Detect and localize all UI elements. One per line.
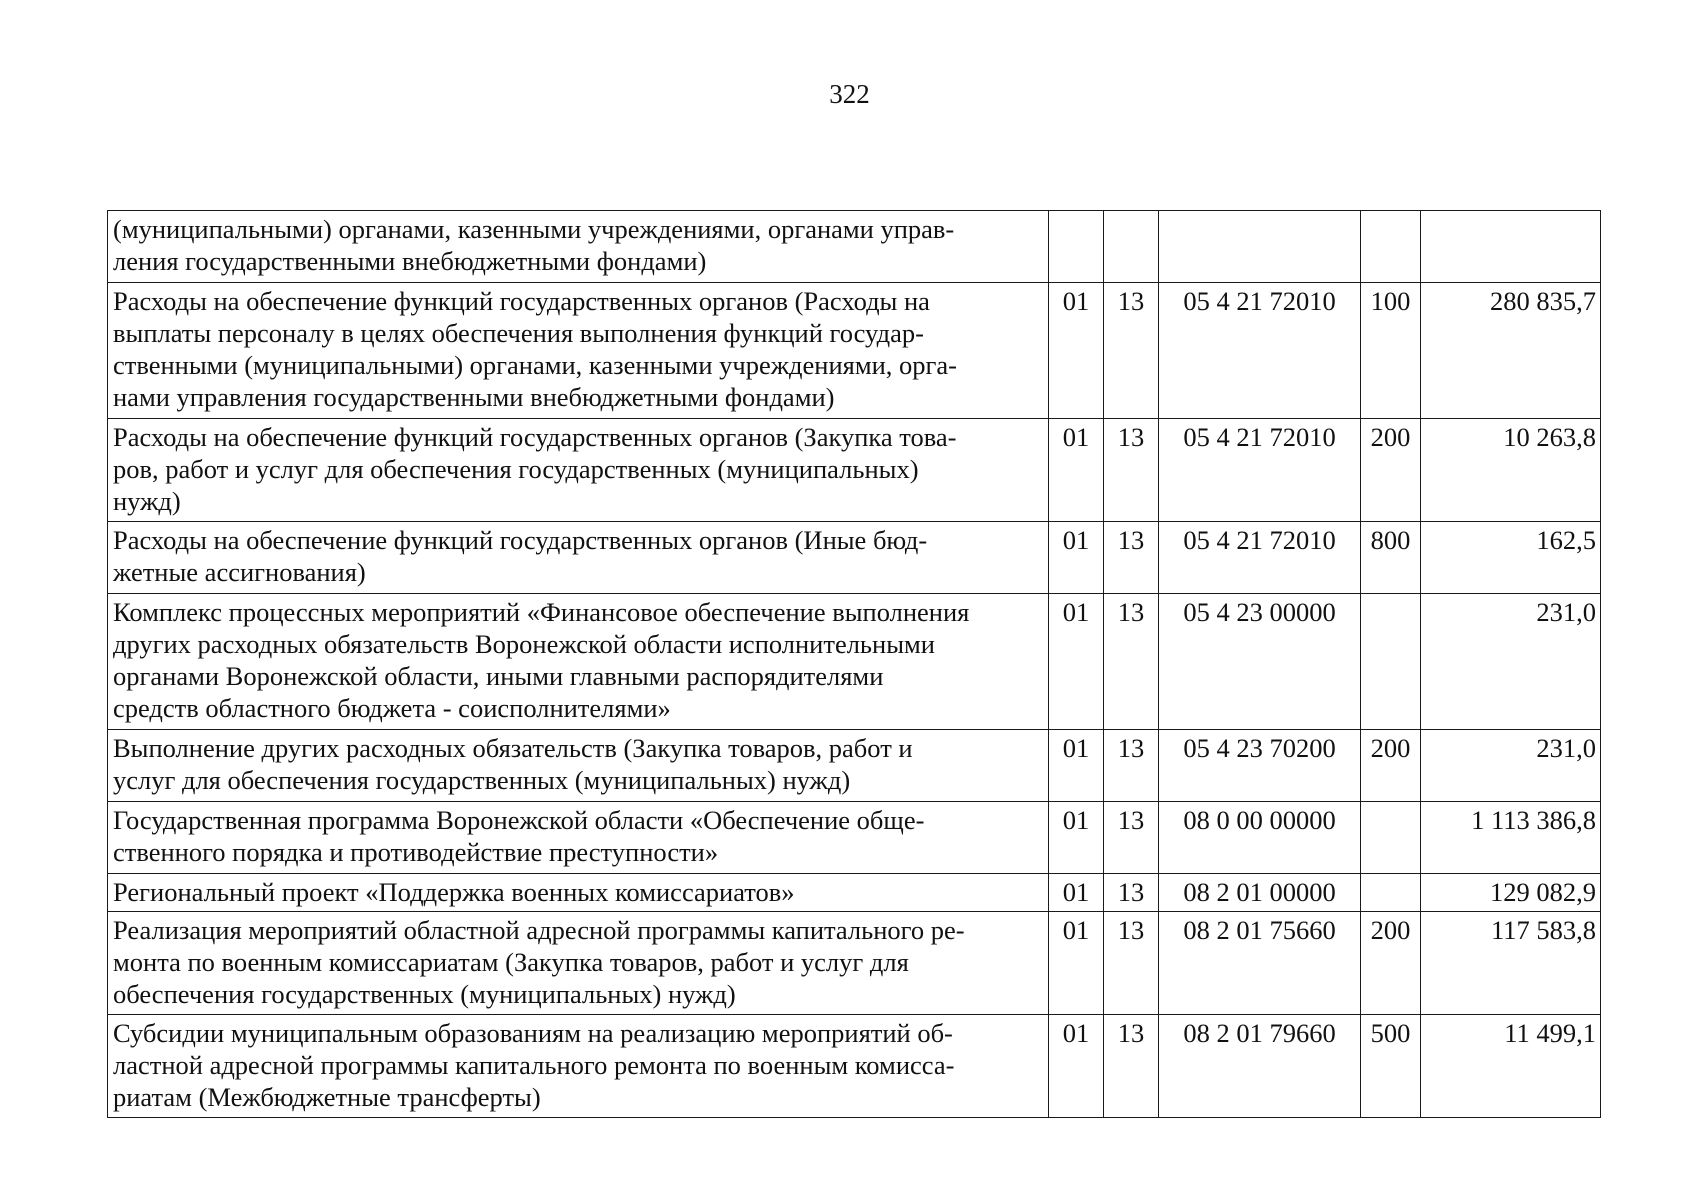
- table-row: [108, 283, 1601, 419]
- section-code: 01: [1049, 912, 1104, 1015]
- description-line: Выполнение других расходных обязательств (Закупка товаров, работ и: [113, 733, 913, 763]
- amount: 280 835,7: [1421, 283, 1601, 419]
- amount: 10 263,8: [1421, 419, 1601, 522]
- table-row: [108, 1015, 1601, 1118]
- table-row: [108, 419, 1601, 522]
- row-description: [108, 730, 1049, 802]
- target-item-code: 05 4 21 72010: [1159, 419, 1361, 522]
- row-description: [108, 912, 1049, 1015]
- subsection-code: 13: [1104, 1015, 1159, 1118]
- section-code: 01: [1049, 419, 1104, 522]
- description-line: нужд): [113, 486, 181, 516]
- row-description: [108, 283, 1049, 419]
- budget-table: [107, 210, 1601, 1118]
- subsection-code: 13: [1104, 874, 1159, 912]
- subsection-code: 13: [1104, 419, 1159, 522]
- table-row: [108, 912, 1601, 1015]
- amount: 1 113 386,8: [1421, 802, 1601, 874]
- description-line: ластной адресной программы капитального ремонта по военным комисса-: [113, 1050, 955, 1080]
- section-code: [1049, 211, 1104, 283]
- description-line: ственными (муниципальными) органами, казенными учреждениями, орга-: [113, 350, 957, 380]
- description-line: Региональный проект «Поддержка военных комиссариатов»: [113, 877, 795, 907]
- description-line: нами управления государственными внебюджетными фондами): [113, 382, 835, 412]
- amount: 129 082,9: [1421, 874, 1601, 912]
- expense-type-code: [1361, 211, 1421, 283]
- target-item-code: 05 4 21 72010: [1159, 283, 1361, 419]
- target-item-code: [1159, 211, 1361, 283]
- amount: 231,0: [1421, 594, 1601, 730]
- description-line: услуг для обеспечения государственных (муниципальных) нужд): [113, 765, 851, 795]
- description-line: других расходных обязательств Воронежской области исполнительными: [113, 629, 935, 659]
- section-code: 01: [1049, 283, 1104, 419]
- amount: 231,0: [1421, 730, 1601, 802]
- page-number: 322: [829, 79, 870, 109]
- description-line: выплаты персоналу в целях обеспечения выполнения функций государ-: [113, 318, 924, 348]
- table-row: [108, 594, 1601, 730]
- subsection-code: 13: [1104, 802, 1159, 874]
- expense-type-code: [1361, 874, 1421, 912]
- target-item-code: 05 4 21 72010: [1159, 522, 1361, 594]
- subsection-code: 13: [1104, 594, 1159, 730]
- section-code: 01: [1049, 874, 1104, 912]
- expense-type-code: 100: [1361, 283, 1421, 419]
- section-code: 01: [1049, 1015, 1104, 1118]
- description-line: Реализация мероприятий областной адресной программы капитального ре-: [113, 915, 965, 945]
- target-item-code: 08 2 01 75660: [1159, 912, 1361, 1015]
- description-line: монта по военным комиссариатам (Закупка товаров, работ и услуг для: [113, 947, 909, 977]
- subsection-code: 13: [1104, 912, 1159, 1015]
- description-line: ления государственными внебюджетными фондами): [113, 246, 707, 276]
- expense-type-code: 200: [1361, 419, 1421, 522]
- amount: 117 583,8: [1421, 912, 1601, 1015]
- target-item-code: 08 2 01 00000: [1159, 874, 1361, 912]
- subsection-code: [1104, 211, 1159, 283]
- expense-type-code: 500: [1361, 1015, 1421, 1118]
- row-description: [108, 1015, 1049, 1118]
- row-description: [108, 419, 1049, 522]
- description-line: Комплекс процессных мероприятий «Финансовое обеспечение выполнения: [113, 597, 970, 627]
- expense-type-code: 200: [1361, 730, 1421, 802]
- table-row: [108, 730, 1601, 802]
- description-line: ственного порядка и противодействие преступности»: [113, 837, 719, 867]
- table-row: [108, 522, 1601, 594]
- target-item-code: 05 4 23 00000: [1159, 594, 1361, 730]
- row-description: [108, 594, 1049, 730]
- description-line: жетные ассигнования): [113, 557, 366, 587]
- row-description: [108, 522, 1049, 594]
- table-row: [108, 874, 1601, 912]
- table-row: [108, 211, 1601, 283]
- section-code: 01: [1049, 594, 1104, 730]
- description-line: органами Воронежской области, иными главными распорядителями: [113, 661, 884, 691]
- description-line: Государственная программа Воронежской области «Обеспечение обще-: [113, 805, 925, 835]
- description-line: риатам (Межбюджетные трансферты): [113, 1082, 541, 1112]
- expense-type-code: 200: [1361, 912, 1421, 1015]
- description-line: Субсидии муниципальным образованиям на реализацию мероприятий об-: [113, 1018, 953, 1048]
- description-line: Расходы на обеспечение функций государственных органов (Закупка това-: [113, 422, 957, 452]
- target-item-code: 08 0 00 00000: [1159, 802, 1361, 874]
- amount: 11 499,1: [1421, 1015, 1601, 1118]
- expense-type-code: [1361, 594, 1421, 730]
- amount: [1421, 211, 1601, 283]
- description-line: (муниципальными) органами, казенными учреждениями, органами управ-: [113, 214, 955, 244]
- description-line: ров, работ и услуг для обеспечения государственных (муниципальных): [113, 454, 919, 484]
- subsection-code: 13: [1104, 522, 1159, 594]
- row-description: [108, 802, 1049, 874]
- description-line: средств областного бюджета - соисполнителями»: [113, 693, 671, 723]
- row-description: [108, 874, 1049, 912]
- section-code: 01: [1049, 730, 1104, 802]
- amount: 162,5: [1421, 522, 1601, 594]
- row-description: [108, 211, 1049, 283]
- section-code: 01: [1049, 522, 1104, 594]
- target-item-code: 08 2 01 79660: [1159, 1015, 1361, 1118]
- expense-type-code: [1361, 802, 1421, 874]
- description-line: Расходы на обеспечение функций государственных органов (Иные бюд-: [113, 525, 928, 555]
- expense-type-code: 800: [1361, 522, 1421, 594]
- subsection-code: 13: [1104, 283, 1159, 419]
- subsection-code: 13: [1104, 730, 1159, 802]
- target-item-code: 05 4 23 70200: [1159, 730, 1361, 802]
- section-code: 01: [1049, 802, 1104, 874]
- description-line: обеспечения государственных (муниципальных) нужд): [113, 979, 736, 1009]
- table-row: [108, 802, 1601, 874]
- description-line: Расходы на обеспечение функций государственных органов (Расходы на: [113, 286, 930, 316]
